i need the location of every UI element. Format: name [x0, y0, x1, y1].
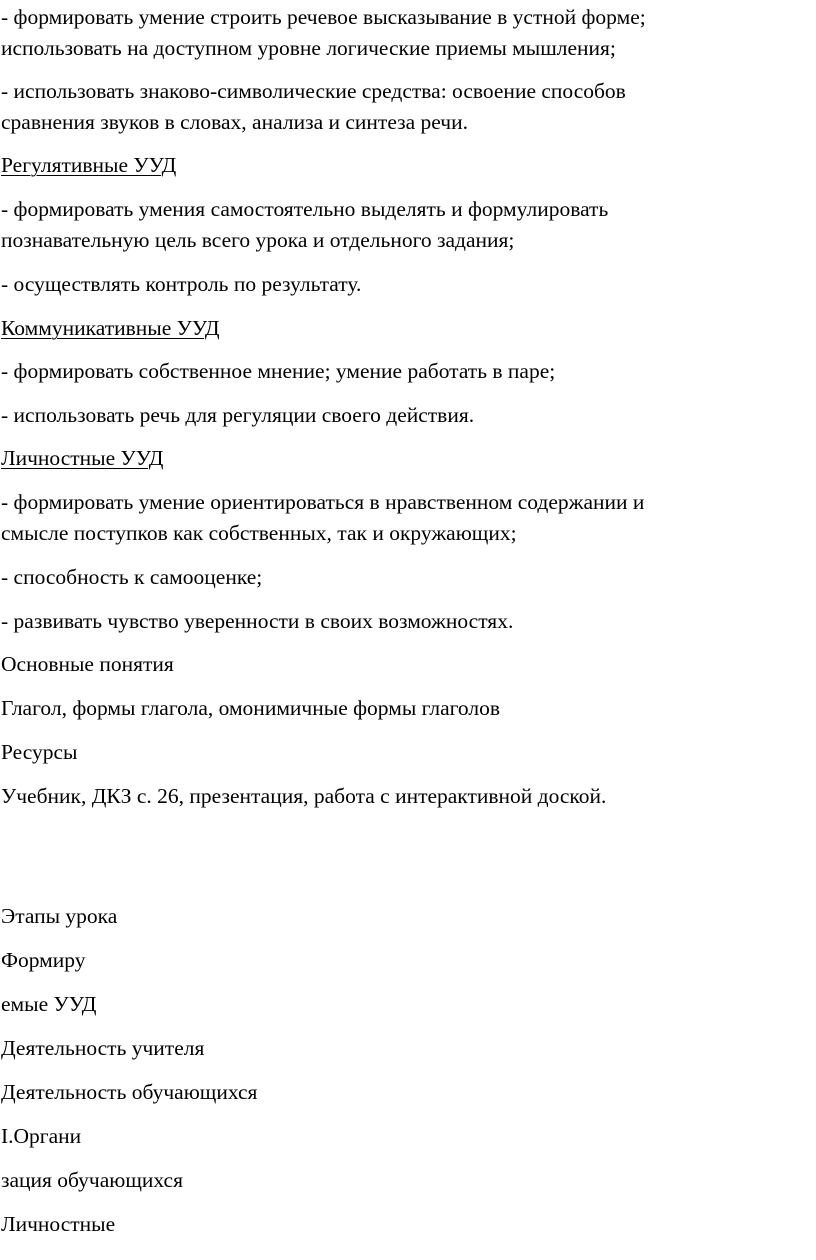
paragraph-line: - развивать чувство уверенности в своих возможностях.	[1, 609, 514, 633]
table-cell-text: емые УУД	[1, 992, 97, 1016]
paragraph-line: познавательную цель всего урока и отдельного задания;	[1, 228, 515, 252]
paragraph-line: - формировать умение строить речевое высказывание в устной форме;	[1, 5, 646, 29]
paragraph-line: - осуществлять контроль по результату.	[1, 272, 362, 296]
table-cell-text: Деятельность учителя	[1, 1036, 205, 1060]
section-heading-regulatory: Регулятивные УУД	[1, 153, 177, 177]
paragraph-line: Глагол, формы глагола, омонимичные формы глаголов	[1, 696, 501, 720]
paragraph-line: смысле поступков как собственных, так и окружающих;	[1, 521, 517, 545]
paragraph-line: - формировать умение ориентироваться в нравственном содержании и	[1, 490, 645, 514]
table-cell-text: I.Органи	[1, 1124, 82, 1148]
label-lesson-stages: Этапы урока	[1, 904, 118, 928]
label-basic-concepts: Основные понятия	[1, 652, 174, 676]
section-heading-communicative: Коммуникативные УУД	[1, 316, 220, 340]
paragraph-line: - способность к самооценке;	[1, 565, 263, 589]
paragraph-line: - формировать собственное мнение; умение работать в паре;	[1, 359, 556, 383]
section-heading-personal: Личностные УУД	[1, 446, 164, 470]
paragraph-line: сравнения звуков в словах, анализа и синтеза речи.	[1, 110, 468, 134]
table-cell-text: Формиру	[1, 948, 86, 972]
paragraph-line: - формировать умения самостоятельно выделять и формулировать	[1, 197, 609, 221]
table-cell-text: Деятельность обучающихся	[1, 1080, 258, 1104]
paragraph-line: Учебник, ДКЗ с. 26, презентация, работа с интерактивной доской.	[1, 784, 607, 808]
table-cell-text: Личностные	[1, 1212, 116, 1236]
paragraph-line: - использовать знаково-символические средства: освоение способов	[1, 79, 626, 103]
paragraph-line: использовать на доступном уровне логические приемы мышления;	[1, 36, 616, 60]
paragraph-line: - использовать речь для регуляции своего действия.	[1, 403, 475, 427]
table-cell-text: зация обучающихся	[1, 1168, 183, 1192]
label-resources: Ресурсы	[1, 740, 78, 764]
